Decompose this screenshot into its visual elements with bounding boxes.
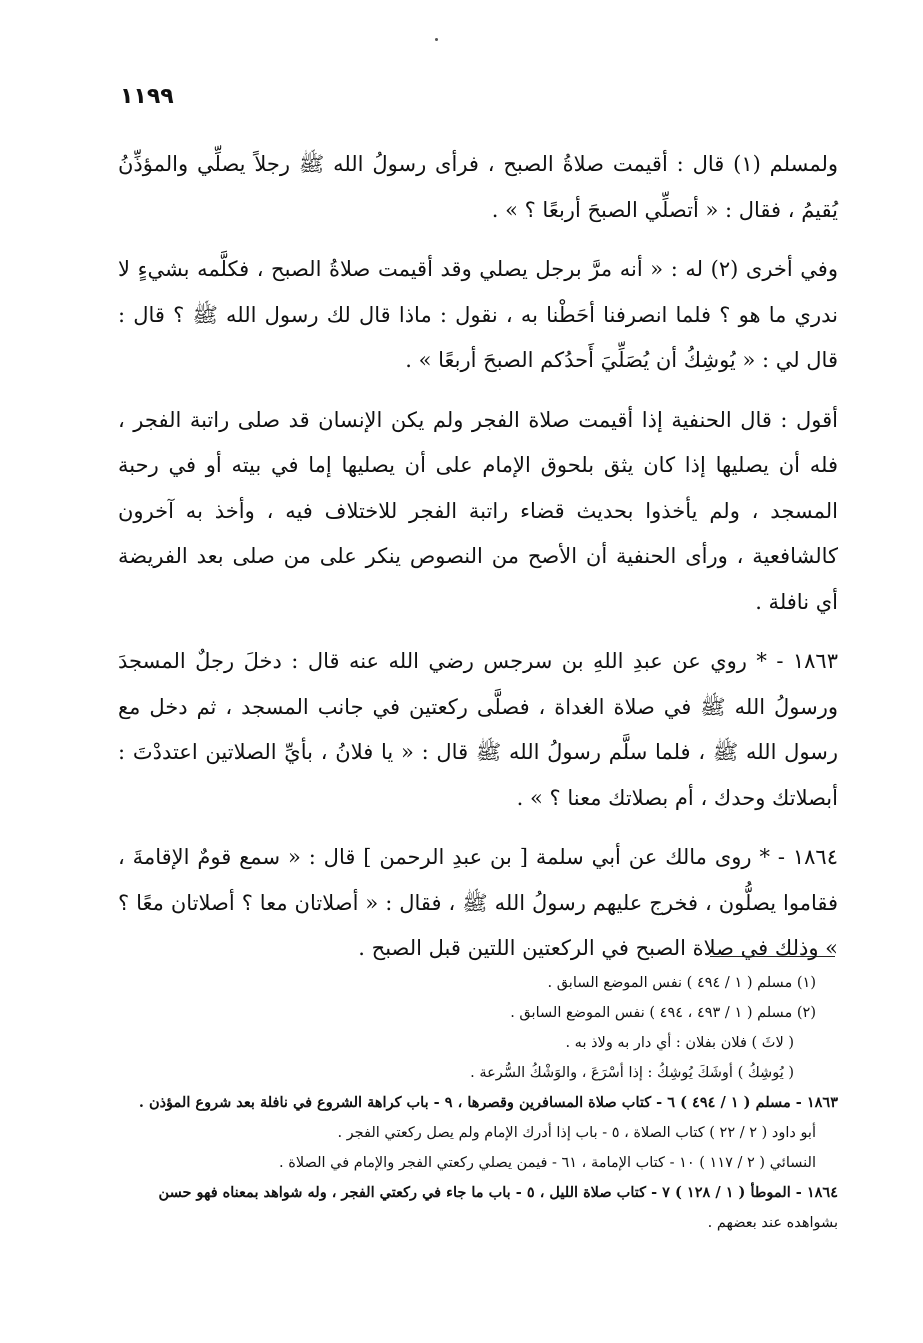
paragraph-muslim-2: وفي أخرى (٢) له : « أنه مرَّ برجل يصلي وقد أقيمت صلاةُ الصبح ، فكلَّمه بشيءٍ لا ندري ما هو ؟ فلما انصرفنا أحَطْنا به ، نقول : ماذا قال لك رسول الله ﷺ ؟ قال : قال لي : « يُوشِكُ أن يُصَلِّيَ أَحدُكم الصبحَ أربعًا » . xyxy=(118,257,838,372)
main-text xyxy=(118,142,838,986)
footnote-gloss-lath: ( لاثَ ) فلان بفلان : أي دار به ولاذ به . xyxy=(565,1035,794,1051)
footnote-1864-continuation: بشواهده عند بعضهم . xyxy=(707,1215,838,1231)
footnote-1863-nasai: النسائي ( ٢ / ١١٧ ) ١٠ - كتاب الإمامة ، ٦١ - فيمن يصلي ركعتي الفجر والإمام في الصلاة . xyxy=(279,1155,816,1171)
footnote-gloss-yushik: ( يُوشِكُ ) أوشَكَ يُوشِكُ : إذا أسْرَعَ ، والوَشْكُ السُّرعة . xyxy=(470,1065,794,1081)
scan-speck xyxy=(435,38,438,41)
paragraph-muslim-1: ولمسلم (١) قال : أقيمت صلاةُ الصبح ، فرأى رسولُ الله ﷺ رجلاً يصلِّي والمؤذِّنُ يُقيمُ ، فقال : « أتصلِّي الصبحَ أربعًا ؟ » . xyxy=(118,152,838,222)
paragraph-commentary: أقول : قال الحنفية إذا أقيمت صلاة الفجر ولم يكن الإنسان قد صلى راتبة الفجر ، فله أن يصليها إذا كان يثق بلحوق الإمام على أن يصليها إما في بيته أو في رحبة المسجد ، ولم يأخذوا بحديث قضاء راتبة الفجر للاختلاف فيه ، وأخذ به آخرون كالشافعية ، ورأى الحنفية أن الأصح من النصوص ينكر على من صلى بعد الفريضة أي نافلة . xyxy=(118,407,838,614)
footnote-2: (٢) مسلم ( ١ / ٤٩٣ ، ٤٩٤ ) نفس الموضع السابق . xyxy=(510,1005,816,1021)
paragraph-hadith-1864: ١٨٦٤ - * روى مالك عن أبي سلمة [ بن عبدِ الرحمن ] قال : « سمع قومٌ الإقامةَ ، فقاموا يصلُّون ، فخرج عليهم رسولُ الله ﷺ ، فقال : « أصلاتان معا ؟ أصلاتان معًا ؟ » وذلك في صلاة الصبح في الركعتين اللتين قبل الصبح . xyxy=(118,845,839,960)
footnote-divider xyxy=(710,956,835,957)
page-number: ١١٩٩ xyxy=(120,84,174,109)
footnote-1864-muwatta: ١٨٦٤ - الموطأ ( ١ / ١٢٨ ) ٧ - كتاب صلاة الليل ، ٥ - باب ما جاء في ركعتي الفجر ، وله شواهد بمعناه فهو حسن xyxy=(158,1184,838,1201)
footnotes xyxy=(118,968,838,1238)
footnote-1863-muslim: ١٨٦٣ - مسلم ( ١ / ٤٩٤ ) ٦ - كتاب صلاة المسافرين وقصرها ، ٩ - باب كراهة الشروع في نافلة بعد شروع المؤذن . xyxy=(138,1094,838,1111)
footnote-1863-abudawud: أبو داود ( ٢ / ٢٢ ) كتاب الصلاة ، ٥ - باب إذا أدرك الإمام ولم يصل ركعتي الفجر . xyxy=(337,1125,816,1141)
paragraph-hadith-1863: ١٨٦٣ - * روي عن عبدِ اللهِ بن سرجس رضي الله عنه قال : دخلَ رجلٌ المسجدَ ورسولُ الله ﷺ في صلاة الغداة ، فصلَّى ركعتين في جانب المسجد ، ثم دخل مع رسول الله ﷺ ، فلما سلَّم رسولُ الله ﷺ قال : « يا فلانُ ، بأيِّ الصلاتين اعتددْتَ : أبصلاتك وحدك ، أم بصلاتك معنا ؟ » . xyxy=(118,649,838,810)
footnote-1: (١) مسلم ( ١ / ٤٩٤ ) نفس الموضع السابق . xyxy=(547,975,816,991)
